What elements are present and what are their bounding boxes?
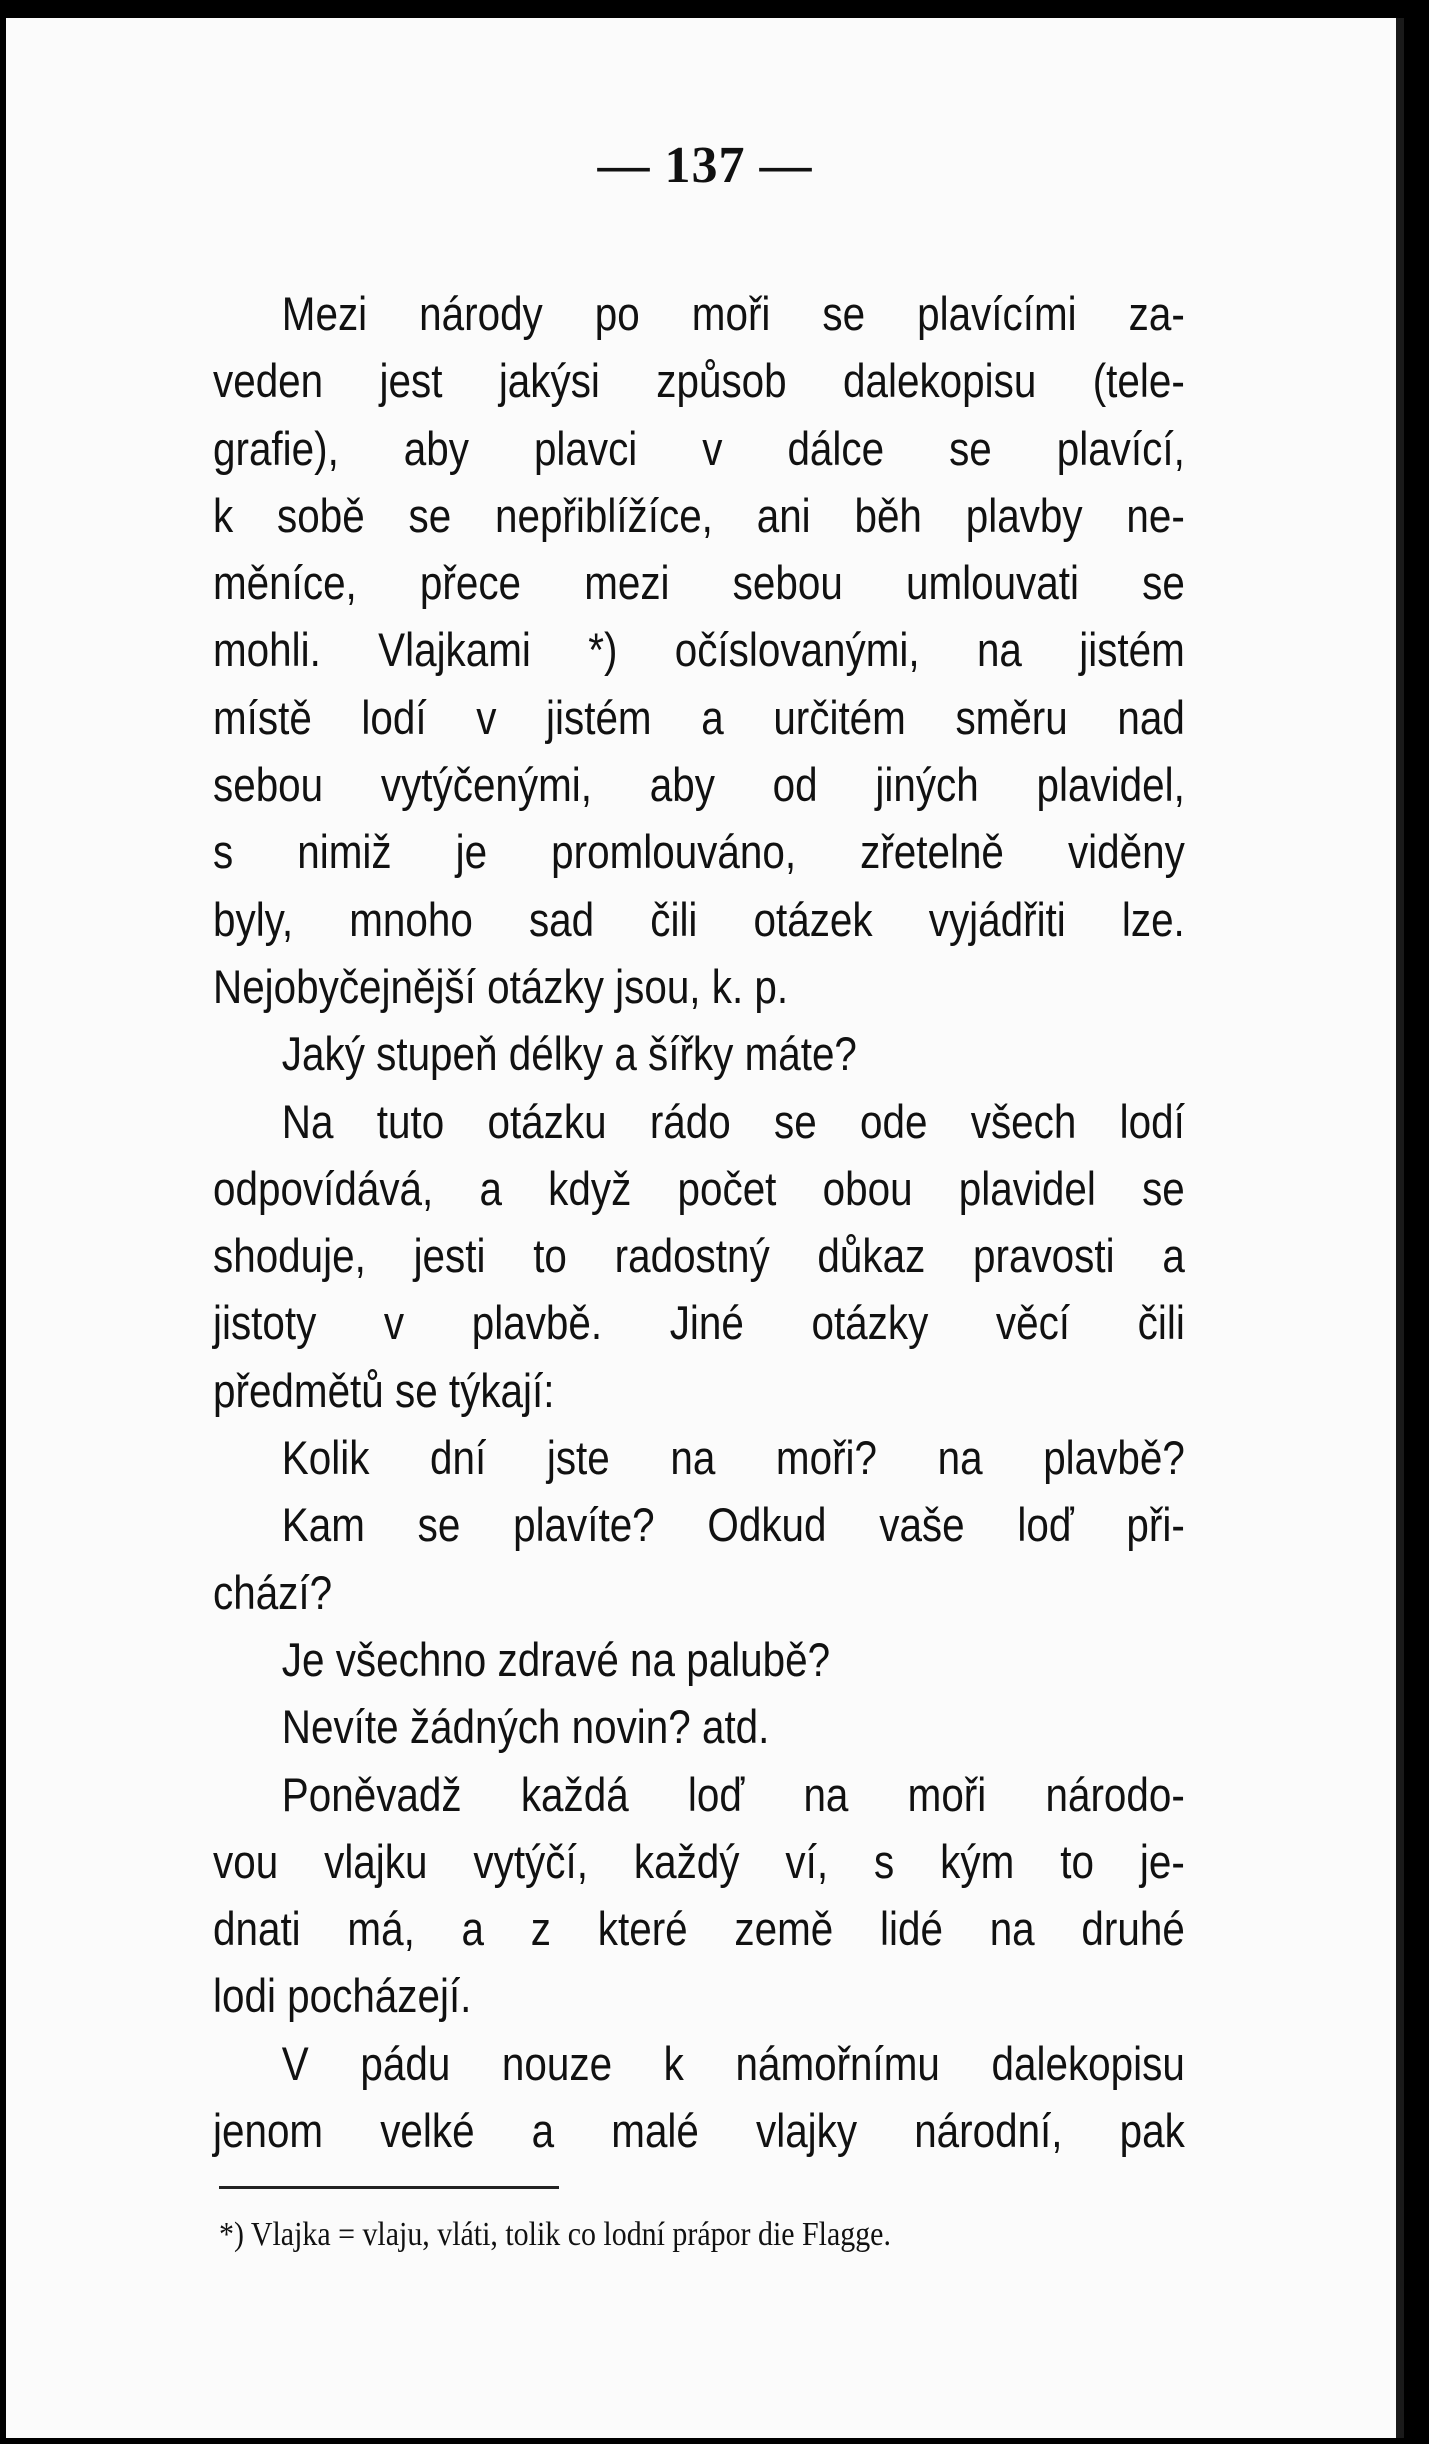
text-line: grafie), aby plavci v dálce se plavící, bbox=[213, 421, 1185, 475]
footnote: *) Vlajka = vlaju, vláti, tolik co lodní prápor die Flagge. bbox=[219, 2216, 891, 2253]
page-number: — 137 — bbox=[597, 137, 813, 194]
text-line: předmětů se týkají: bbox=[213, 1363, 555, 1417]
text-line: Poněvadž každá loď na moři národo- bbox=[281, 1767, 1185, 1821]
text-line: jenom velké a malé vlajky národní, pak bbox=[213, 2104, 1185, 2158]
text-line: měníce, přece mezi sebou umlouvati se bbox=[213, 556, 1185, 610]
text-line: lodi pocházejí. bbox=[213, 1969, 472, 2023]
text-line: mohli. Vlajkami *) očíslovanými, na jistém bbox=[213, 623, 1185, 677]
text-line: chází? bbox=[213, 1565, 333, 1619]
text-line: odpovídává, a když počet obou plavidel se bbox=[213, 1161, 1185, 1215]
scanned-page bbox=[6, 18, 1404, 2438]
text-line: s nimiž je promlouváno, zřetelně viděny bbox=[213, 825, 1185, 879]
text-line: Na tuto otázku rádo se ode všech lodí bbox=[281, 1094, 1185, 1148]
footnote-divider bbox=[219, 2186, 559, 2189]
text-line: dnati má, a z které země lidé na druhé bbox=[213, 1902, 1185, 1956]
text-line: místě lodí v jistém a určitém směru nad bbox=[213, 690, 1185, 744]
text-line: Kam se plavíte? Odkud vaše loď při- bbox=[281, 1498, 1185, 1552]
text-line: Mezi národy po moři se plavícími za- bbox=[281, 287, 1185, 340]
text-line: V pádu nouze k námořnímu dalekopisu bbox=[281, 2036, 1185, 2090]
scan-edge-shadow bbox=[1396, 18, 1404, 2438]
text-line: byly, mnoho sad čili otázek vyjádřiti lze. bbox=[213, 892, 1185, 946]
text-line: Nejobyčejnější otázky jsou, k. p. bbox=[213, 959, 789, 1013]
text-line: Kolik dní jste na moři? na plavbě? bbox=[281, 1431, 1185, 1485]
text-line: shoduje, jesti to radostný důkaz pravosti a bbox=[213, 1229, 1185, 1283]
text-line: jistoty v plavbě. Jiné otázky věcí čili bbox=[213, 1296, 1185, 1350]
text-line: Jaký stupeň délky a šířky máte? bbox=[281, 1027, 857, 1081]
text-line: Je všechno zdravé na palubě? bbox=[281, 1632, 831, 1686]
text-line: sebou vytýčenými, aby od jiných plavidel, bbox=[213, 758, 1185, 812]
text-line: vou vlajku vytýčí, každý ví, s kým to je- bbox=[213, 1834, 1185, 1888]
body-text bbox=[213, 280, 1185, 2164]
text-line: veden jest jakýsi způsob dalekopisu (tele- bbox=[213, 354, 1185, 408]
text-line: Nevíte žádných novin? atd. bbox=[281, 1700, 770, 1754]
text-line: k sobě se nepřiblížíce, ani běh plavby ne- bbox=[213, 488, 1185, 542]
